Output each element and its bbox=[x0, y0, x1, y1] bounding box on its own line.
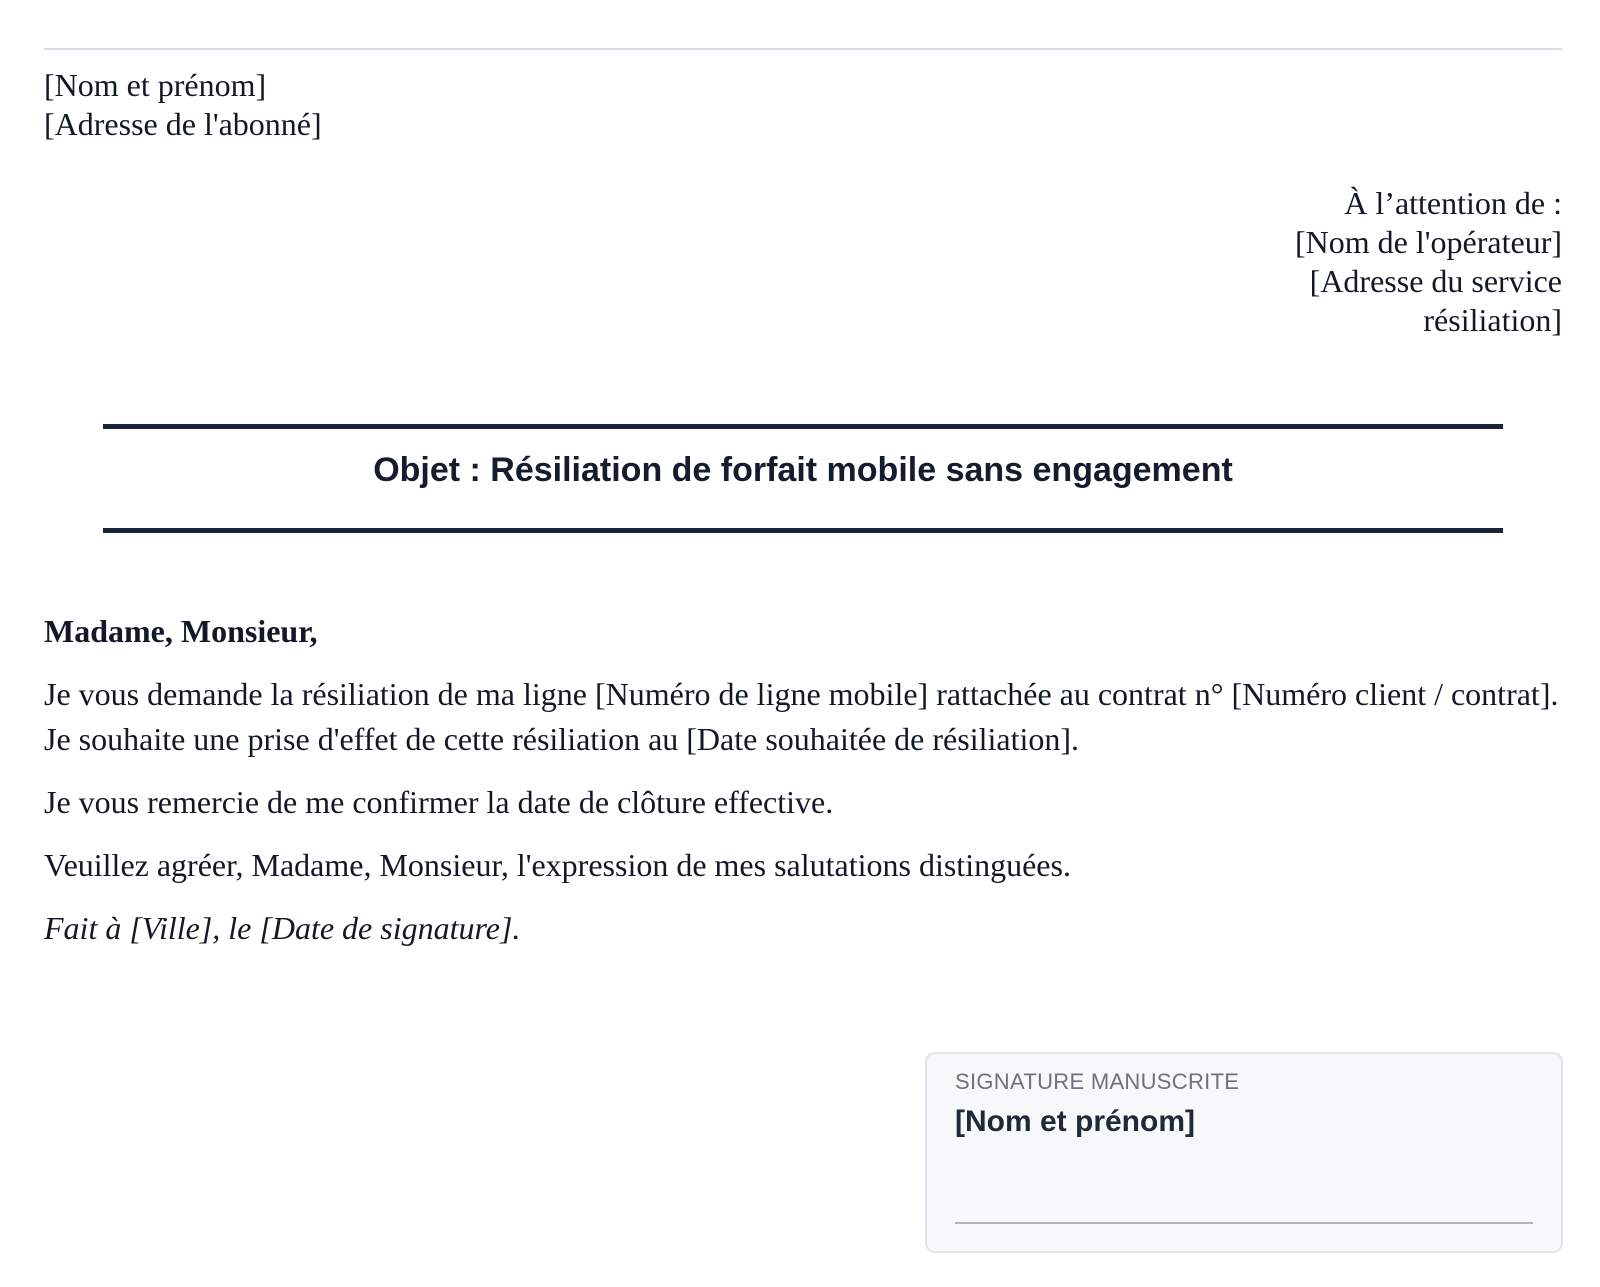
top-divider bbox=[44, 48, 1562, 50]
subject-title: Objet : Résiliation de forfait mobile sans engagement bbox=[373, 451, 1233, 489]
subject-block bbox=[103, 424, 1503, 533]
place-and-date: Fait à [Ville], le [Date de signature]. bbox=[44, 910, 521, 946]
recipient-address-line2: résiliation] bbox=[1423, 302, 1562, 338]
recipient-block bbox=[1202, 184, 1562, 340]
signature-label: SIGNATURE MANUSCRITE bbox=[955, 1069, 1240, 1094]
signature-box bbox=[925, 1052, 1563, 1253]
sender-block bbox=[44, 66, 322, 144]
closing-formula: Veuillez agréer, Madame, Monsieur, l'expression de mes salutations distinguées. bbox=[44, 847, 1071, 883]
greeting: Madame, Monsieur, bbox=[44, 613, 318, 649]
signature-name: [Nom et prénom] bbox=[955, 1105, 1195, 1138]
paragraph-confirmation: Je vous remercie de me confirmer la date de clôture effective. bbox=[44, 784, 834, 820]
sender-address: [Adresse de l'abonné] bbox=[44, 106, 322, 142]
letter-body bbox=[44, 610, 1559, 970]
paragraph-effective-date: Je souhaite une prise d'effet de cette résiliation au [Date souhaitée de résiliation]. bbox=[44, 721, 1079, 757]
sender-name: [Nom et prénom] bbox=[44, 67, 267, 103]
recipient-attention: À l’attention de : bbox=[1344, 185, 1562, 221]
paragraph-request: Je vous demande la résiliation de ma ligne [Numéro de ligne mobile] rattachée au contrat n° [Numéro client / contrat]. bbox=[44, 676, 1559, 712]
recipient-operator: [Nom de l'opérateur] bbox=[1295, 224, 1562, 260]
recipient-address-line1: [Adresse du service bbox=[1309, 263, 1562, 299]
signature-line bbox=[955, 1222, 1533, 1224]
